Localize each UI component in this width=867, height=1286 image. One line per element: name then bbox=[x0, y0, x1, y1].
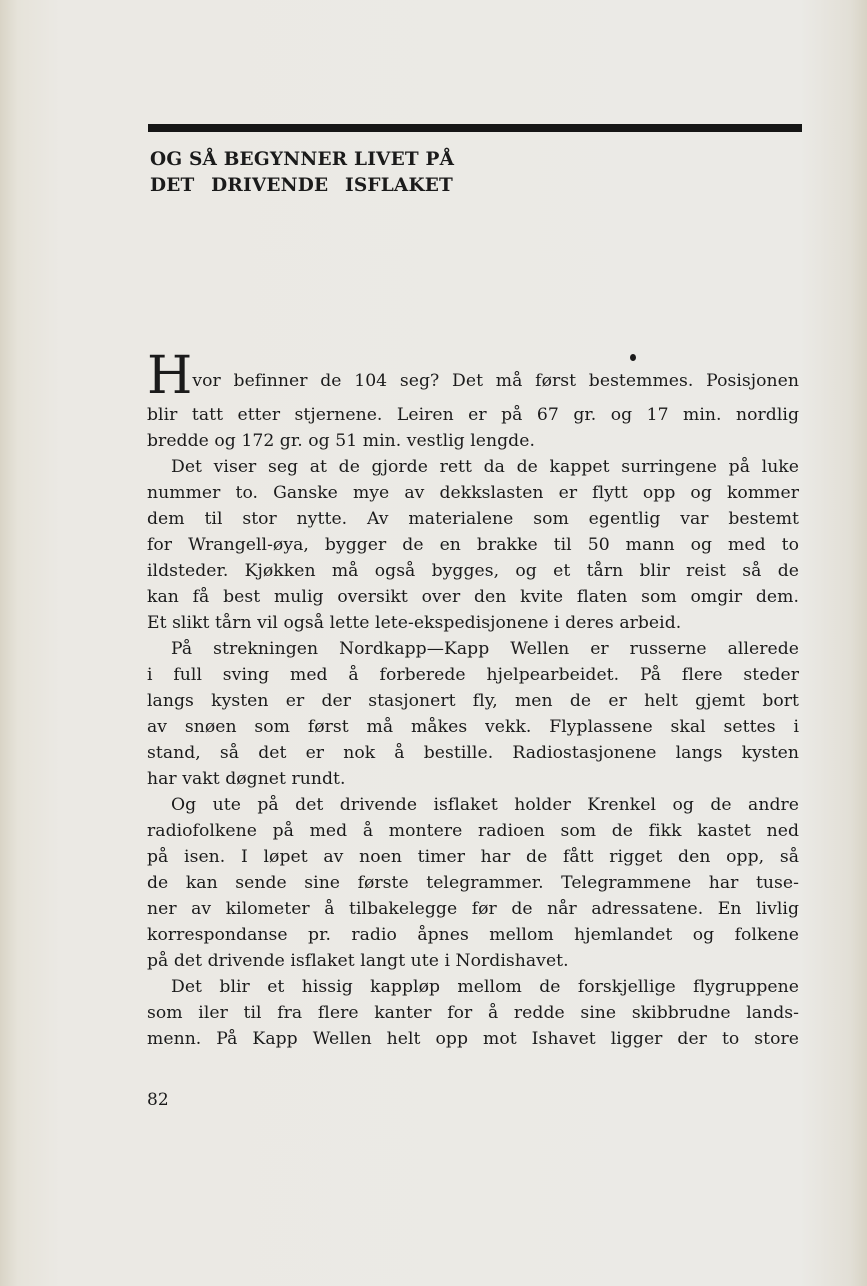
chapter-heading-line-2: DET DRIVENDE ISFLAKET bbox=[150, 175, 454, 196]
text-line: av snøen som først må måkes vekk. Flyplassene skal settes i bbox=[147, 717, 799, 737]
text-line: På strekningen Nordkapp—Kapp Wellen er russerne allerede bbox=[171, 639, 799, 659]
text-line: på isen. I løpet av noen timer har de fått rigget den opp, så bbox=[147, 847, 799, 867]
text-line: stand, så det er nok å bestille. Radiostasjonene langs kysten bbox=[147, 743, 799, 763]
chapter-heading bbox=[150, 147, 670, 199]
text-line: langs kysten er der stasjonert fly, men de er helt gjemt bort bbox=[147, 691, 799, 711]
text-line: nummer to. Ganske mye av dekkslasten er flytt opp og kommer bbox=[147, 483, 799, 503]
text-line: som iler til fra flere kanter for å redde sine skibbrudne lands- bbox=[147, 1003, 799, 1023]
text-line: kan få best mulig oversikt over den kvite flaten som omgir dem. bbox=[147, 587, 799, 607]
text-line: Det blir et hissig kappløp mellom de forskjellige flygruppene bbox=[171, 977, 799, 997]
chapter-heading-line-1: OG SÅ BEGYNNER LIVET PÅ bbox=[150, 149, 455, 170]
text-line: radiofolkene på med å montere radioen som de fikk kastet ned bbox=[147, 821, 799, 841]
text-line: for Wrangell-øya, bygger de en brakke til 50 mann og med to bbox=[147, 535, 799, 555]
drop-cap: H bbox=[147, 346, 191, 406]
chapter-rule bbox=[148, 124, 802, 132]
text-line: Og ute på det drivende isflaket holder Krenkel og de andre bbox=[171, 795, 799, 815]
text-line: Hvor befinner de 104 seg? Det må først bestemmes. Posisjonen bbox=[147, 346, 799, 406]
text-line: korrespondanse pr. radio åpnes mellom hjemlandet og folkene bbox=[147, 925, 799, 945]
text-line: menn. På Kapp Wellen helt opp mot Ishavet ligger der to store bbox=[147, 1029, 799, 1049]
text-line: på det drivende isflaket langt ute i Nordishavet. bbox=[147, 951, 569, 971]
text-line: har vakt døgnet rundt. bbox=[147, 769, 346, 789]
body-text bbox=[147, 346, 799, 1052]
text-line: dem til stor nytte. Av materialene som egentlig var bestemt bbox=[147, 509, 799, 529]
text-line: ner av kilometer å tilbakelegge før de når adressatene. En livlig bbox=[147, 899, 799, 919]
text-line: Det viser seg at de gjorde rett da de kappet surringene på luke bbox=[171, 457, 799, 477]
text-line: ildsteder. Kjøkken må også bygges, og et tårn blir reist så de bbox=[147, 561, 799, 581]
text-line: Et slikt tårn vil også lette lete-ekspedisjonene i deres arbeid. bbox=[147, 613, 682, 633]
text-line: bredde og 172 gr. og 51 min. vestlig lengde. bbox=[147, 431, 535, 451]
text-line: de kan sende sine første telegrammer. Telegrammene har tuse- bbox=[147, 873, 799, 893]
text-line: i full sving med å forberede hjelpearbeidet. På flere steder bbox=[147, 665, 799, 685]
page-number: 82 bbox=[147, 1090, 169, 1110]
text-line: blir tatt etter stjernene. Leiren er på 67 gr. og 17 min. nordlig bbox=[147, 405, 799, 425]
